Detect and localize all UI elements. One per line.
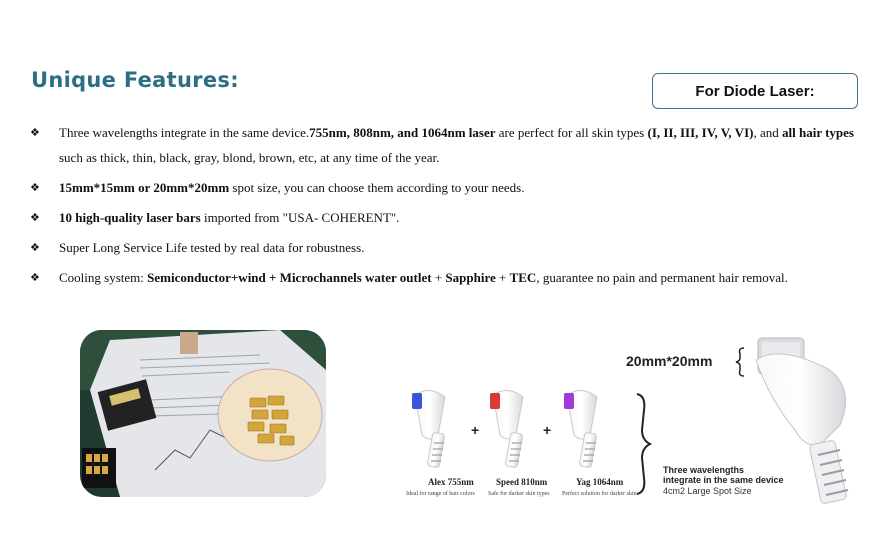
feature-text-segment: imported from "USA- COHERENT". bbox=[200, 210, 400, 225]
handpiece-alex bbox=[412, 390, 445, 467]
alex-desc: Ideal for range of hair colors bbox=[406, 491, 475, 497]
diamond-bullet-icon: ❖ bbox=[30, 271, 40, 284]
diode-laser-badge: For Diode Laser: bbox=[652, 73, 858, 109]
feature-text-segment: + bbox=[495, 270, 510, 285]
feature-text-segment: (I, II, III, IV, V, VI) bbox=[647, 125, 754, 140]
speed-label: Speed 810nm bbox=[496, 477, 548, 487]
handpiece-diagram bbox=[400, 330, 891, 530]
speed-desc: Safe for darker skin types bbox=[488, 491, 550, 497]
feature-text-segment: all hair types bbox=[782, 125, 854, 140]
feature-text-segment: Three wavelengths integrate in the same device. bbox=[59, 125, 310, 140]
yag-label: Yag 1064nm bbox=[576, 477, 624, 487]
handpiece-speed bbox=[490, 390, 523, 467]
diamond-bullet-icon: ❖ bbox=[30, 126, 40, 139]
feature-item bbox=[30, 235, 880, 260]
plus-1: + bbox=[471, 422, 480, 438]
caption-line1: Three wavelengths bbox=[663, 465, 745, 475]
feature-text-segment: Semiconductor+wind + Microchannels water outlet bbox=[147, 270, 432, 285]
feature-item bbox=[30, 120, 880, 170]
diamond-bullet-icon: ❖ bbox=[30, 181, 40, 194]
spot-size-label: 20mm*20mm bbox=[626, 353, 713, 369]
feature-item bbox=[30, 265, 880, 290]
feature-text-segment: , and bbox=[753, 125, 782, 140]
diamond-bullet-icon: ❖ bbox=[30, 241, 40, 254]
handpiece-yag bbox=[564, 390, 597, 467]
section-title: Unique Features: bbox=[31, 68, 239, 92]
feature-text-segment: Sapphire bbox=[445, 270, 496, 285]
feature-text-segment: 15mm*15mm or 20mm*20mm bbox=[59, 180, 230, 195]
alex-label: Alex 755nm bbox=[428, 477, 474, 487]
feature-text-segment: , guarantee no pain and permanent hair removal. bbox=[536, 270, 788, 285]
caption-line2: integrate in the same device bbox=[663, 475, 784, 485]
feature-item bbox=[30, 175, 880, 200]
feature-text-segment: + bbox=[431, 270, 446, 285]
feature-text-segment: 10 high-quality laser bars bbox=[59, 210, 201, 225]
laser-bars-photo bbox=[80, 330, 326, 497]
yag-desc: Perfect solution for darker skin bbox=[562, 491, 637, 497]
feature-item bbox=[30, 205, 880, 230]
feature-text-segment: are perfect for all skin types bbox=[495, 125, 648, 140]
feature-text-segment: TEC bbox=[509, 270, 537, 285]
features-list bbox=[30, 120, 880, 295]
caption-line3: 4cm2 Large Spot Size bbox=[663, 486, 752, 496]
feature-text-segment: Cooling system: bbox=[59, 270, 148, 285]
plus-2: + bbox=[543, 422, 552, 438]
feature-text-segment: Super Long Service Life tested by real data for robustness. bbox=[59, 240, 365, 255]
feature-text-segment: 755nm, 808nm, and 1064nm laser bbox=[309, 125, 496, 140]
feature-text-segment: such as thick, thin, black, gray, blond, brown, etc, at any time of the year. bbox=[59, 150, 440, 165]
diamond-bullet-icon: ❖ bbox=[30, 211, 40, 224]
feature-text-segment: spot size, you can choose them according to your needs. bbox=[229, 180, 525, 195]
